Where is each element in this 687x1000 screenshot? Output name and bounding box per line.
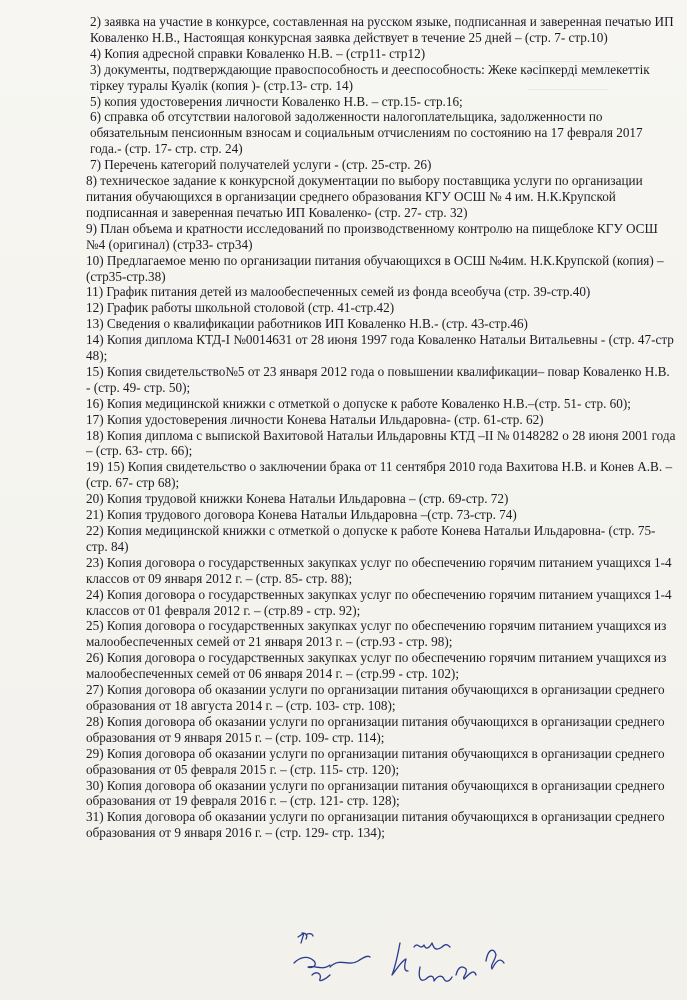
list-item: 2) заявка на участие в конкурсе, составленная на русском языке, подписанная и заверенная печатью ИП Коваленко Н.В., Настоящая конкурсная заявка действует в течение 25 дней – (стр. 7- стр.10) (90, 14, 674, 45)
list-item: 6) справка об отсутствии налоговой задолженности налогоплательщика, задолженности по обязательным пенсионным взносам и социальным отчислениям по состоянию на 17 февраля 2017 года.- (стр. 17- стр. стр. 24) (90, 109, 643, 157)
list-item: 9) План объема и кратности исследований по производственному контролю на пищеблоке КГУ ОСШ №4 (оригинал) (стр33- стр34) (86, 220, 658, 252)
list-item: 15) Копия свидетельство№5 от 23 января 2012 года о повышении квалификации– повар Коваленко Н.В. - (стр. 49- стр. 50); (86, 363, 670, 395)
list-item: 11) График питания детей из малообеспеченных семей из фонда всеобуча (стр. 39-стр.40) (86, 284, 591, 300)
list-item: 26) Копия договора о государственных закупках услуг по обеспечению горячим питанием учащихся из малообеспеченных семей от 06 января 2014 г. – (стр.99 - стр. 102); (86, 650, 667, 682)
list-item: 27) Копия договора об оказании услуги по организации питания обучающихся в организации среднего образования от 18 августа 2014 г. – (стр. 103- стр. 108); (86, 682, 665, 713)
list-item: 10) Предлагаемое меню по организации питания обучающихся в ОСШ №4им. Н.К.Крупской (копия) – (стр35-стр.38) (86, 252, 664, 284)
list-item: 31) Копия договора об оказании услуги по организации питания обучающихся в организации среднего образования от 9 января 2016 г. – (стр. 129- стр. 134); (86, 809, 665, 841)
list-item: 16) Копия медицинской книжки с отметкой о допуске к работе Коваленко Н.В.–(стр. 51- стр. 60); (86, 395, 631, 411)
list-item: 13) Сведения о квалификации работников ИП Коваленко Н.В.- (стр. 43-стр.46) (86, 316, 528, 332)
list-item: 20) Копия трудовой книжки Конева Натальи Ильдаровна – (стр. 69-стр. 72) (86, 491, 509, 507)
list-item: 7) Перечень категорий получателей услуги - (стр. 25-стр. 26) (90, 157, 432, 173)
list-item: 17) Копия удостоверения личности Конева Натальи Ильдаровна- (стр. 61-стр. 62) (86, 411, 544, 427)
list-item: 25) Копия договора о государственных закупках услуг по обеспечению горячим питанием учащихся из малообеспеченных семей от 21 января 2013 г. – (стр.93 - стр. 98); (86, 618, 667, 650)
list-item: 3) документы, подтверждающие правоспособность и дееспособность: Жеке кәсіпкерді мемлекеттік тіркеу туралы Куәлік (копия )- (стр.13- стр. 14) (90, 61, 650, 93)
list-item: 18) Копия диплома с выпиской Вахитовой Натальи Ильдаровны КТД –II № 0148282 о 28 июня 2001 года – (стр. 63- стр. 66); (86, 427, 676, 459)
list-item: 23) Копия договора о государственных закупках услуг по обеспечению горячим питанием учащихся 1-4 классов от 09 января 2012 г. – (стр. 85- стр. 88); (86, 554, 672, 586)
document-list (86, 14, 676, 841)
list-item: 19) 15) Копия свидетельство о заключении брака от 11 сентября 2010 года Вахитова Н.В. и Конев А.В. – (стр. 67- стр 68); (86, 459, 673, 491)
list-item: 4) Копия адресной справки Коваленко Н.В. – (стр11- стр12) (90, 45, 426, 61)
list-item: 30) Копия договора об оказании услуги по организации питания обучающихся в организации среднего образования от 19 февраля 2016 г. – (стр. 121- стр. 128); (86, 777, 665, 809)
handwritten-signature-icon (290, 925, 530, 1000)
list-item: 8) техническое задание к конкурсной документации по выбору поставщика услуги по организации питания обучающихся в организации среднего образования КГУ ОСШ № 4 им. Н.К.Крупской подписанная и заверенная печатью ИП Коваленко- (стр. 27- стр. 32) (86, 173, 643, 220)
list-item: 22) Копия медицинской книжки с отметкой о допуске к работе Конева Натальи Ильдаровна- (стр. 75-стр. 84) (86, 523, 656, 554)
list-item: 5) копия удостоверения личности Коваленко Н.В. – стр.15- стр.16; (90, 93, 463, 109)
list-item: 14) Копия диплома КТД-I №0014631 от 28 июня 1997 года Коваленко Натальи Витальевны - (стр. 47-стр 48); (86, 332, 674, 364)
list-item: 24) Копия договора о государственных закупках услуг по обеспечению горячим питанием учащихся 1-4 классов от 01 февраля 2012 г. – (стр.89 - стр. 92); (86, 586, 672, 618)
list-item: 28) Копия договора об оказании услуги по организации питания обучающихся в организации среднего образования от 9 января 2015 г. – (стр. 109- стр. 114); (86, 713, 665, 745)
list-item: 12) График работы школьной столовой (стр. 41-стр.42) (86, 300, 395, 316)
list-item: 29) Копия договора об оказании услуги по организации питания обучающихся в организации среднего образования от 05 февраля 2015 г. – (стр. 115- стр. 120); (86, 745, 665, 777)
list-item: 21) Копия трудового договора Конева Натальи Ильдаровна –(стр. 73-стр. 74) (86, 507, 517, 523)
